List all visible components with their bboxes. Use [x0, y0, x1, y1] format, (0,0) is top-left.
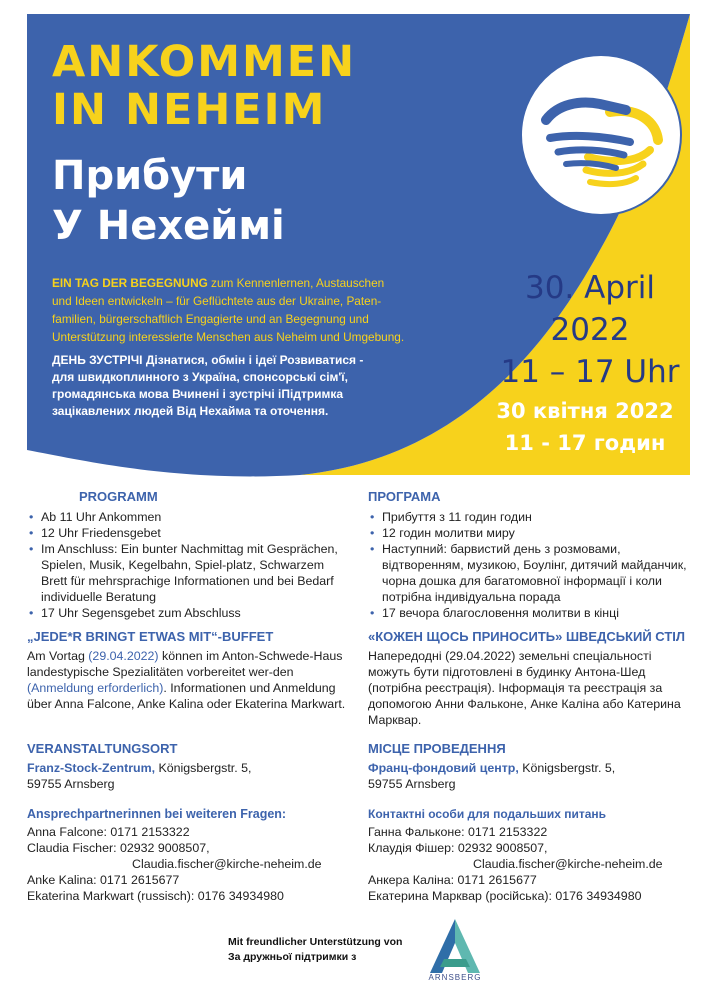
- left-buffet-section: [27, 629, 347, 712]
- buffet-text-uk: Напередодні (29.04.2022) земельні спеціальності можуть бути підготовлені в будинку Антона-Шед (потрібна реєстрація). Інформація та реєстрація за допомогою Анни Фальконе, Анке Каліна або Катерина Марквар.: [368, 649, 681, 727]
- title-ukrainian: [52, 151, 285, 251]
- list-item: • 17 вечора благословення молитви в кінці: [368, 605, 688, 621]
- event-date-german: [490, 267, 690, 393]
- intro-uk-line4: зацікавлених людей Від Нехайма та оточення.: [52, 404, 329, 418]
- venue-street-uk: Königsbergstr. 5,: [518, 761, 616, 775]
- buffet-heading-uk: «КОЖЕН ЩОСЬ ПРИНОСИТЬ» ШВЕДСЬКИЙ СТІЛ: [368, 629, 686, 644]
- buffet-registration: (Anmeldung erforderlich): [27, 681, 164, 695]
- intro-de-bold: EIN TAG DER BEGEGNUNG: [52, 276, 208, 290]
- contact-line: Anke Kalina: 0171 2615677: [27, 873, 180, 887]
- support-de: Mit freundlicher Unterstützung von: [228, 936, 403, 948]
- contact-line: Ганна Фальконе: 0171 2153322: [368, 825, 548, 839]
- program-heading-uk: ПРОГРАМА: [368, 489, 441, 504]
- list-item: • Im Anschluss: Ein bunter Nachmittag mit Gesprächen, Spielen, Musik, Kegelbahn, Spiel-platz, Schwarzem Brett für mehrsprachige Informationen und bei Bedarf individuelle Beratung: [27, 541, 347, 605]
- buffet-heading-de: „JEDE*R BRINGT ETWAS MIT“-BUFFET: [27, 629, 274, 644]
- venue-city-de: 59755 Arnsberg: [27, 777, 115, 791]
- intro-uk-line1: ДЕНЬ ЗУСТРІЧІ Дізнатися, обмін і ідеї Розвиватися -: [52, 353, 364, 367]
- contacts-heading-uk: Контактні особи для подальших питань: [368, 807, 607, 821]
- contact-line: Клаудія Фішер: 02932 9008507,: [368, 841, 548, 855]
- title-de-line1: ANKOMMEN: [52, 37, 357, 87]
- list-item: • Ab 11 Uhr Ankommen: [27, 509, 347, 525]
- right-venue-section: [368, 741, 688, 792]
- buffet-text-part: . Informationen und Anmeldung über Anna Falcone, Anke Kalina oder Ekaterina Markwart.: [27, 681, 346, 711]
- right-buffet-section: [368, 629, 688, 728]
- right-contacts-section: [368, 806, 688, 904]
- date-de-line1: 30. April: [524, 270, 655, 306]
- program-list-de: [27, 509, 347, 621]
- venue-name-uk: Франц-фондовий центр,: [368, 761, 519, 775]
- title-uk-line2: У Нехеймі: [52, 203, 285, 249]
- date-uk-line1: 30 квітня 2022: [496, 399, 674, 423]
- venue-city-uk: 59755 Arnsberg: [368, 777, 456, 791]
- contact-line: Екатерина Марквар (російська): 0176 34934980: [368, 889, 642, 903]
- buffet-date: (29.04.2022): [88, 649, 159, 663]
- contact-line: Анкера Каліна: 0171 2615677: [368, 873, 537, 887]
- title-uk-line1: Прибути: [52, 153, 248, 199]
- buffet-text-de: [27, 648, 347, 712]
- venue-heading-de: VERANSTALTUNGSORT: [27, 741, 178, 756]
- intro-de-line2: und Ideen entwickeln – für Geflüchtete aus der Ukraine, Paten-: [52, 294, 382, 308]
- contact-line: Ekaterina Markwart (russisch): 0176 34934980: [27, 889, 284, 903]
- left-venue-section: [27, 741, 347, 792]
- intro-uk-line2: для швидкоплинного з Україна, спонсорські сім'ї,: [52, 370, 348, 384]
- date-uk-line2: 11 - 17 годин: [504, 431, 666, 455]
- buffet-text-part: Am Vortag: [27, 649, 89, 663]
- sponsor-name: ARNSBERG: [428, 973, 482, 982]
- contact-line: Anna Falcone: 0171 2153322: [27, 825, 190, 839]
- intro-de-line1: zum Kennenlernen, Austauschen: [207, 276, 385, 290]
- event-date-ukrainian: [470, 395, 700, 459]
- program-list-uk: [368, 509, 688, 621]
- left-contacts-section: [27, 806, 347, 904]
- list-item: • Прибуття з 11 годин годин: [368, 509, 688, 525]
- hands-in-circle-icon: [518, 52, 684, 218]
- title-german: [52, 38, 356, 134]
- list-item: • 12 Uhr Friedensgebet: [27, 525, 347, 541]
- venue-heading-uk: МІСЦЕ ПРОВЕДЕННЯ: [368, 741, 506, 756]
- list-item: • 17 Uhr Segensgebet zum Abschluss: [27, 605, 347, 621]
- support-note: [228, 935, 402, 965]
- support-uk: За дружньої підтримки з: [228, 951, 357, 963]
- intro-ukrainian: [52, 352, 402, 420]
- intro-german: [52, 274, 458, 346]
- intro-de-line3: familien, bürgerschaftlich Engagierte und an Begegnung und: [52, 312, 369, 326]
- intro-de-line4: Unterstützung interessierte Menschen aus Neheim und Umgebung.: [52, 330, 405, 344]
- left-program-section: [27, 489, 347, 621]
- program-heading-de: PROGRAMM: [79, 489, 158, 504]
- venue-name-de: Franz-Stock-Zentrum,: [27, 761, 156, 775]
- list-item: • Наступний: барвистий день з розмовами, відтворенням, музикою, Боулінг, дитячий майданчик, чорна дошка для багатомовної інформації і коли потрібна індивідуальна порада: [368, 541, 688, 605]
- buffet-text-part: können im Anton-Schwede-Haus landestypische Spezialitäten vorbereitet wer-den: [27, 649, 343, 679]
- list-item: • 12 годин молитви миру: [368, 525, 688, 541]
- date-de-line2: 2022: [550, 312, 630, 348]
- title-de-line2: IN NEHEIM: [52, 85, 327, 135]
- contact-line: Claudia Fischer: 02932 9008507,: [27, 841, 210, 855]
- contact-email[interactable]: Claudia.fischer@kirche-neheim.de: [473, 857, 663, 871]
- intro-uk-line3: громадянська мова Вчинені і зустрічі іПідтримка: [52, 387, 344, 401]
- contact-email[interactable]: Claudia.fischer@kirche-neheim.de: [132, 857, 322, 871]
- contacts-heading-de: Ansprechpartnerinnen bei weiteren Fragen:: [27, 807, 287, 821]
- date-de-line3: 11 – 17 Uhr: [500, 354, 680, 390]
- venue-street-de: Königsbergstr. 5,: [155, 761, 252, 775]
- right-program-section: [368, 489, 688, 621]
